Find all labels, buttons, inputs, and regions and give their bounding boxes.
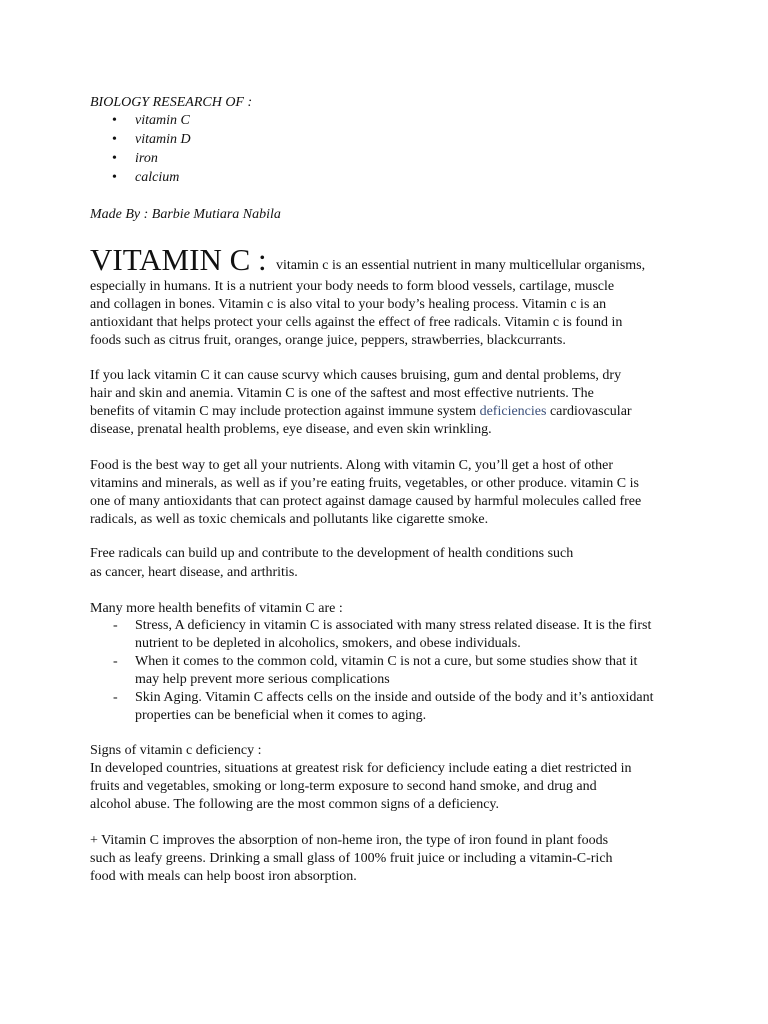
dash-marker: -: [113, 654, 118, 669]
research-title: BIOLOGY RESEARCH OF :: [90, 95, 253, 110]
paragraph-line: food with meals can help boost iron absorption.: [90, 869, 357, 884]
paragraph-line: Free radicals can build up and contribute to the development of health conditions such: [90, 546, 574, 561]
paragraph-line: hair and skin and anemia. Vitamin C is one of the saftest and most effective nutrients. The: [90, 386, 594, 401]
paragraph-line: Food is the best way to get all your nutrients. Along with vitamin C, you’ll get a host of other: [90, 458, 613, 473]
paragraph-line: disease, prenatal health problems, eye disease, and even skin wrinkling.: [90, 422, 492, 437]
list-item-line: Skin Aging. Vitamin C affects cells on the inside and outside of the body and it’s antioxidant: [135, 690, 654, 705]
signs-title: Signs of vitamin c deficiency :: [90, 743, 262, 758]
text-run: cardiovascular: [546, 404, 632, 419]
paragraph-line: + Vitamin C improves the absorption of non-heme iron, the type of iron found in plant foods: [90, 833, 609, 848]
paragraph-line: vitamin c is an essential nutrient in many multicellular organisms,: [276, 258, 646, 273]
paragraph-line: If you lack vitamin C it can cause scurvy which causes bruising, gum and dental problems, dry: [90, 368, 622, 383]
dash-marker: -: [113, 690, 118, 705]
paragraph-line: radicals, as well as toxic chemicals and pollutants like cigarette smoke.: [90, 512, 489, 527]
paragraph-line: fruits and vegetables, smoking or long-term exposure to second hand smoke, and drug and: [90, 779, 597, 794]
paragraph-line: such as leafy greens. Drinking a small glass of 100% fruit juice or including a vitamin-C-rich: [90, 851, 613, 866]
list-item-line: When it comes to the common cold, vitamin C is not a cure, but some studies show that it: [135, 654, 638, 669]
paragraph-line: In developed countries, situations at greatest risk for deficiency include eating a diet restricted in: [90, 761, 632, 776]
paragraph-line: especially in humans. It is a nutrient your body needs to form blood vessels, cartilage, muscle: [90, 279, 615, 294]
paragraph-line: antioxidant that helps protect your cells against the effect of free radicals. Vitamin c is found in: [90, 315, 623, 330]
paragraph-line: [90, 403, 632, 421]
bullet-icon: •: [112, 132, 117, 147]
list-item-line: may help prevent more serious complications: [135, 672, 390, 687]
bullet-icon: •: [112, 151, 117, 166]
paragraph-line: vitamins and minerals, as well as if you’re eating fruits, vegetables, or other produce. vitamin C is: [90, 476, 639, 491]
deficiencies-link[interactable]: deficiencies: [479, 404, 547, 419]
paragraph-line: foods such as citrus fruit, oranges, orange juice, peppers, strawberries, blackcurrants.: [90, 333, 566, 348]
list-item-line: nutrient to be depleted in alcoholics, smokers, and obese individuals.: [135, 636, 521, 651]
topic-item: iron: [135, 151, 158, 166]
paragraph-line: as cancer, heart disease, and arthritis.: [90, 565, 298, 580]
bullet-icon: •: [112, 170, 117, 185]
list-item-line: properties can be beneficial when it comes to aging.: [135, 708, 427, 723]
topic-item: calcium: [135, 170, 180, 185]
text-run: benefits of vitamin C may include protection against immune system: [90, 404, 480, 419]
dash-marker: -: [113, 618, 118, 633]
author-line: Made By : Barbie Mutiara Nabila: [90, 207, 281, 222]
list-item-line: Stress, A deficiency in vitamin C is associated with many stress related disease. It is the first: [135, 618, 652, 633]
topic-item: vitamin D: [135, 132, 191, 147]
paragraph-line: alcohol abuse. The following are the most common signs of a deficiency.: [90, 797, 500, 812]
benefits-intro: Many more health benefits of vitamin C are :: [90, 601, 343, 616]
paragraph-line: one of many antioxidants that can protect against damage caused by harmful molecules called free: [90, 494, 642, 509]
topic-item: vitamin C: [135, 113, 190, 128]
paragraph-line: and collagen in bones. Vitamin c is also vital to your body’s healing process. Vitamin c is an: [90, 297, 607, 312]
bullet-icon: •: [112, 113, 117, 128]
section-heading: VITAMIN C :: [90, 242, 267, 277]
